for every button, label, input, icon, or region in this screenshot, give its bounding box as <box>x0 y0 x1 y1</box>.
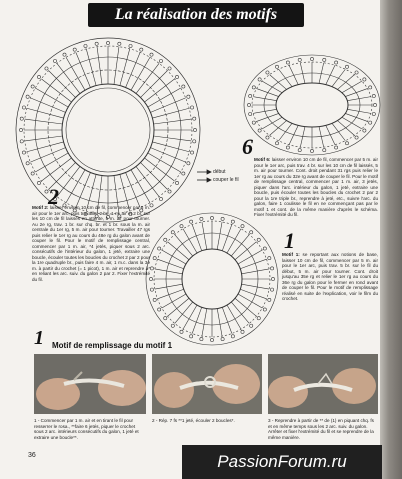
diagram-picot <box>231 220 234 223</box>
diagram-picot <box>140 48 143 51</box>
diagram-stitch-line <box>217 222 222 250</box>
diagram-picot <box>37 181 40 184</box>
diagram-picot <box>168 190 171 193</box>
diagram-picot <box>270 267 273 270</box>
motif-2-label: Motif 2: <box>32 205 49 210</box>
diagram-picot <box>249 94 252 97</box>
diagram-picot <box>355 71 358 74</box>
diagram-picot <box>153 298 156 301</box>
diagram-stitch-line <box>27 142 64 152</box>
motif-1-text: se reportant aux notions de base, laisser 10 cm de fil, commencer par 5 m. air pour le 1er arc, puis trav. 5 br. sur le fil du début, 5 m. air pour tourner. Cont. droit jusqu'au 35e rg et relier le 1er rg au cours du 36e rg du galon pour le fermer en rond avant de couper le fil. Pour le motif de remplissage réalisé en suite de l'explication, voir le film du crochet. <box>282 252 378 301</box>
step-photo-1 <box>34 354 146 414</box>
legend-markers <box>197 170 211 182</box>
diagram-picot <box>268 298 271 301</box>
diagram-picot <box>257 317 260 320</box>
diagram-stitch-line <box>41 79 71 102</box>
diagram-stitch-line <box>150 98 185 113</box>
diagram-stitch-line <box>289 65 298 84</box>
diagram-stitch-line <box>326 65 335 84</box>
legend-start: début <box>213 169 226 175</box>
motif-6-diagram <box>244 55 380 155</box>
diagram-stitch-line <box>347 109 371 113</box>
diagram-picot <box>95 42 98 45</box>
diagram-stitch-line <box>66 170 85 203</box>
diagram-picot <box>266 136 269 139</box>
diagram-stitch-line <box>155 284 183 289</box>
diagram-picot <box>323 58 326 61</box>
diagram-picot <box>171 324 174 327</box>
diagram-picot <box>190 106 193 109</box>
section-title: Motif de remplissage du motif 1 <box>52 341 173 350</box>
diagram-picot <box>129 44 132 47</box>
diagram-picot <box>158 308 161 311</box>
diagram-picot <box>22 106 25 109</box>
diagram-stitch-line <box>131 170 150 203</box>
diagram-picot <box>286 146 289 149</box>
diagram-picot <box>37 75 40 78</box>
diagram-picot <box>372 94 375 97</box>
diagram-picot <box>355 136 358 139</box>
legend-cut-thread: couper le fil <box>213 177 239 183</box>
diagram-picot <box>193 117 196 120</box>
page-number: 36 <box>28 452 36 459</box>
diagram-stitch-line <box>30 148 65 163</box>
diagram-picot <box>266 71 269 74</box>
diagram-stitch-line <box>114 47 119 85</box>
diagram-picot <box>335 146 338 149</box>
diagram-picot <box>168 67 171 70</box>
diagram-picot <box>193 128 196 131</box>
diagram-picot <box>252 121 255 124</box>
diagram-picot <box>241 225 244 228</box>
diagram-stitch-line <box>175 235 193 256</box>
diagram-picot <box>231 335 234 338</box>
motif-number-1: 1 <box>284 228 295 253</box>
diagram-stitch-line <box>49 71 76 98</box>
diagram-stitch-line <box>168 242 189 260</box>
diagram-picot <box>335 61 338 64</box>
motif-number-2: 2 <box>48 184 59 209</box>
diagram-picot <box>252 86 255 89</box>
watermark-text: PassionForum.ru <box>217 452 347 471</box>
diagram-picot <box>373 103 376 106</box>
diagram-stitch-line <box>175 302 193 323</box>
diagram-picot <box>190 151 193 154</box>
diagram-picot <box>258 129 261 132</box>
diagram-picot <box>150 204 153 207</box>
motif-2-text: laisser environ 10 cm de fil, commencer par 5 m. air pour le 1er arc, puis travailler 2 br., 1 m. air et 2 br. sur les 10 cm de fil laissés en attente, 5 m. air pour tourner. Au 2e rg, trav. 1 br. sur chq. br. et 1 br. sous la m. air centrale du 1er rg, 5 m. air pour tourner. Travailler 47 rgs puis relier le 1er rg au cours du 48e rg du galon avant de couper le fil. Pour le motif de remplissage central, commencer par 1 m. air, *4 jetés, piquer sous 2 arc. consécutifs de l'intérieur du galon, 1 jeté, extraire une boucle, écouler toutes les boucles du crochet 2 par 2 pour la 1re quadruple br., puis faire 4 m. air, 1 m.c. dans la 3e m. à partir du crochet (= 1 picot), 1 m. air et reprendre à* en reliant les arc. suiv. du galon 2 par 2. Fixer l'extrémité du fil. <box>32 205 150 282</box>
diagram-picot <box>369 121 372 124</box>
diagram-stitch-line <box>131 57 150 90</box>
diagram-stitch-line <box>35 153 68 172</box>
motif-6-text: laisser environ 10 cm de fil, commencer par 5 m. air pour le 1er arc, puis trav. 4 br. sur les 10 cm de fil laissés, 5 m. air pour tourner. Cont. droit pendant 31 rgs puis relier le 1er rg au cours du 32e rg avant de couper le fil. Pour le motif de remplissage central, commencer par 1 m. air, 3 jetés, piquer dans l'arc. intérieur du galon, 1 jeté, extraire une boucle, puis écouler toutes les boucles du crochet 2 par 2 pour la 1re triple br., reprendre à jeté, etc., suivre l'arc. du galon, faire 1 coulisse le fil en ne commençant pas par le motif 1 et cont. de la même manière d'après le schéma. Fixer l'extrémité du fil. <box>254 157 378 217</box>
diagram-stitch-line <box>231 235 249 256</box>
diagram-picot <box>372 112 375 115</box>
diagram-picot <box>150 53 153 56</box>
diagram-stitch-line <box>202 309 207 337</box>
diagram-stitch-line <box>57 166 80 196</box>
diagram-stitch-line <box>148 153 181 172</box>
diagram-picot <box>363 129 366 132</box>
diagram-stitch-line <box>152 142 189 152</box>
diagram-stitch-line <box>155 269 183 274</box>
diagram-stitch-line <box>347 97 371 101</box>
motif-1-instructions <box>282 252 378 302</box>
diagram-picot <box>210 216 213 219</box>
diagram-stitch-line <box>57 63 80 93</box>
diagram-picot <box>310 57 313 60</box>
diagram-picot <box>153 257 156 260</box>
diagram-stitch-line <box>242 269 270 274</box>
diagram-picot <box>271 277 274 280</box>
diagram-stitch-line <box>120 49 130 86</box>
diagram-picot <box>164 317 167 320</box>
diagram-stitch-line <box>242 284 270 289</box>
diagram-stitch-line <box>126 52 141 87</box>
motif-1-diagram <box>146 213 278 345</box>
diagram-picot <box>275 142 278 145</box>
diagram-picot <box>286 61 289 64</box>
step-caption-1: 1 - Commencer par 1 m. air et en tirant le fil pour resserrer le rosa., **faire 6 jetés, piquer le crochet sous 2 arc. intérieurs consécutifs du galon, 1 jeté et extraire une boucle**. <box>34 418 139 440</box>
diagram-stitch-line <box>27 108 64 118</box>
diagram-picot <box>20 117 23 120</box>
diagram-picot <box>257 238 260 241</box>
diagram-picot <box>187 95 190 98</box>
diagram-picot <box>250 231 253 234</box>
diagram-stitch-line <box>289 125 298 144</box>
diagram-picot <box>159 197 162 200</box>
diagram-picot <box>210 338 213 341</box>
diagram-picot <box>159 59 162 62</box>
diagram-stitch-line <box>41 158 71 181</box>
motif-2-instructions <box>32 205 150 282</box>
watermark-banner <box>182 445 382 479</box>
diagram-picot <box>323 149 326 152</box>
diagram-stitch-line <box>66 57 85 90</box>
diagram-picot <box>193 140 196 143</box>
diagram-picot <box>310 149 313 152</box>
diagram-picot <box>45 67 48 70</box>
diagram-picot <box>270 288 273 291</box>
diagram-picot <box>150 267 153 270</box>
diagram-stitch-line <box>76 172 91 207</box>
diagram-picot <box>268 257 271 260</box>
diagram-picot <box>363 78 366 81</box>
diagram-picot <box>187 162 190 165</box>
diagram-stitch-line <box>141 71 168 98</box>
section-number: 1 <box>34 327 44 349</box>
diagram-picot <box>200 217 203 220</box>
diagram-picot <box>190 220 193 223</box>
diagram-picot <box>180 330 183 333</box>
diagram-stitch-line <box>154 119 192 124</box>
diagram-picot <box>182 85 185 88</box>
diagram-picot <box>345 142 348 145</box>
diagram-stitch-line <box>217 309 222 337</box>
page-title: La réalisation des motifs <box>114 6 278 23</box>
diagram-stitch-line <box>235 242 256 260</box>
diagram-stitch-line <box>148 88 181 107</box>
diagram-stitch-line <box>30 98 65 113</box>
diagram-picot <box>118 42 121 45</box>
diagram-picot <box>263 308 266 311</box>
step-caption-2: 2 - Rép. 7 fs **1 jeté, écouler 2 boucles*. <box>152 418 235 423</box>
motif-2-diagram <box>16 38 200 222</box>
diagram-picot <box>258 78 261 81</box>
diagram-stitch-line <box>257 89 279 97</box>
diagram-picot <box>63 53 66 56</box>
diagram-stitch-line <box>152 108 189 118</box>
motif-1-label: Motif 1: <box>282 252 300 257</box>
diagram-stitch-line <box>25 119 63 124</box>
diagram-picot <box>84 44 87 47</box>
diagram-stitch-line <box>345 89 367 97</box>
diagram-stitch-line <box>35 88 68 107</box>
diagram-picot <box>164 238 167 241</box>
diagram-stitch-line <box>126 172 141 207</box>
diagram-picot <box>22 151 25 154</box>
diagram-picot <box>241 330 244 333</box>
motif-6-label: Motif 6: <box>254 157 271 162</box>
step-photo-2 <box>152 354 262 414</box>
diagram-picot <box>200 337 203 340</box>
diagram-stitch-line <box>76 52 91 87</box>
step-caption-3: 3 - Reprendre à partir de ** de (1) en piquant chq. fs et en même temps sous les 2 arc. suiv. du galon. Arrêter et fixer l'extrémité du fil et se reprendre de la même manière. <box>268 418 374 440</box>
diagram-picot <box>180 225 183 228</box>
motif-6-instructions <box>254 157 378 218</box>
diagram-picot <box>275 65 278 68</box>
diagram-stitch-line <box>202 222 207 250</box>
diagram-picot <box>31 85 34 88</box>
diagram-picot <box>26 95 29 98</box>
diagram-stitch-line <box>257 113 279 121</box>
diagram-picot <box>345 65 348 68</box>
diagram-picot <box>19 128 22 131</box>
diagram-stitch-line <box>150 148 185 163</box>
diagram-stitch-line <box>86 49 96 86</box>
diagram-picot <box>298 58 301 61</box>
diagram-stitch-line <box>97 47 102 85</box>
diagram-picot <box>150 288 153 291</box>
diagram-picot <box>221 337 224 340</box>
diagram-stitch-line <box>141 163 168 190</box>
diagram-picot <box>182 172 185 175</box>
diagram-stitch-line <box>144 158 174 181</box>
diagram-stitch-line <box>136 166 159 196</box>
diagram-picot <box>249 112 252 115</box>
diagram-picot <box>298 149 301 152</box>
diagram-stitch-line <box>231 302 249 323</box>
diagram-picot <box>73 48 76 51</box>
diagram-picot <box>20 140 23 143</box>
diagram-picot <box>250 324 253 327</box>
diagram-picot <box>263 247 266 250</box>
diagram-picot <box>369 86 372 89</box>
diagram-picot <box>175 75 178 78</box>
diagram-stitch-line <box>25 136 63 141</box>
diagram-picot <box>106 41 109 44</box>
diagram-stitch-line <box>253 97 277 101</box>
motif-number-6: 6 <box>242 134 253 159</box>
step-photo-3 <box>268 354 378 414</box>
diagram-stitch-line <box>345 113 367 121</box>
diagram-picot <box>26 162 29 165</box>
diagram-stitch-line <box>136 63 159 93</box>
diagram-picot <box>53 59 56 62</box>
diagram-stitch-line <box>253 109 277 113</box>
diagram-stitch-line <box>326 125 335 144</box>
diagram-picot <box>31 172 34 175</box>
diagram-stitch-line <box>168 298 189 316</box>
diagram-picot <box>221 217 224 220</box>
diagram-picot <box>171 231 174 234</box>
diagram-stitch-line <box>235 298 256 316</box>
diagram-picot <box>190 335 193 338</box>
diagram-picot <box>247 103 250 106</box>
diagram-stitch-line <box>144 79 174 102</box>
diagram-picot <box>175 181 178 184</box>
diagram-stitch-line <box>154 136 192 141</box>
diagram-picot <box>158 247 161 250</box>
